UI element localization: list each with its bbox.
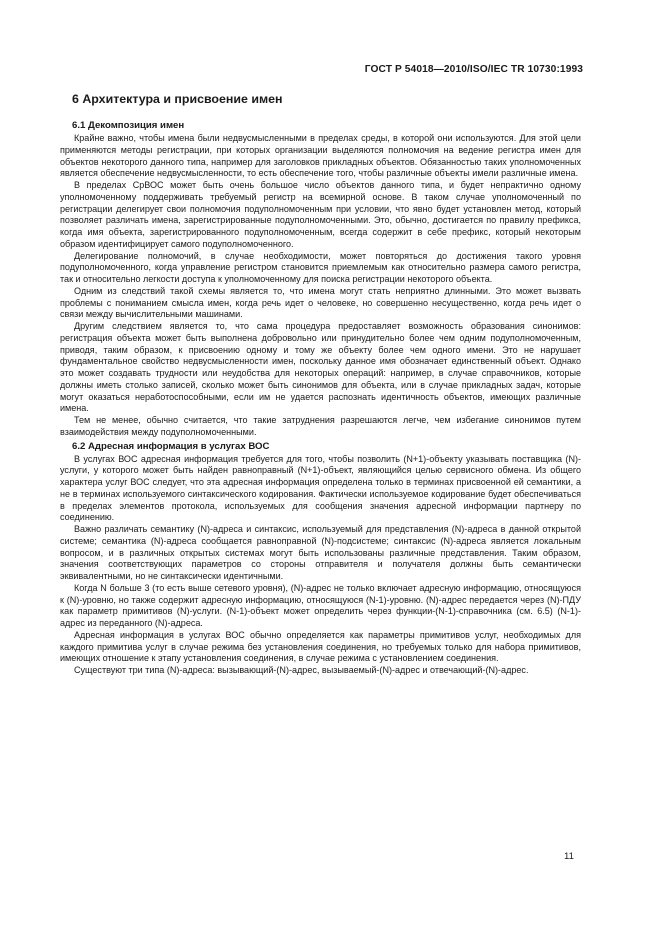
paragraph: Одним из следствий такой схемы является то, что имена могут стать неприятно длинными. Это может вызвать проблемы с пониманием смысла имен, когда речь идет о человеке, но совершенно несущественно, когда речь идет о связи между вычислительными машинами. [60,285,581,320]
paragraph: Крайне важно, чтобы имена были недвусмысленными в пределах среды, в которой они используются. Для этой цели применяются методы регистрации, при которых организации выделяются полномочия на ведение регистра имен для объектов некоторого данного типа, например для заголовков прикладных объектов. Обязанностью таких уполномоченных является обеспечение недвусмысленности, то есть обеспечение того, чтобы различные объекты имели различные имена. [60,133,581,179]
document-standard-header: ГОСТ Р 54018—2010/ISO/IEC TR 10730:1993 [364,64,583,75]
paragraph: Адресная информация в услугах ВОС обычно определяется как параметры примитивов услуг, необходимых для каждого примитива услуг в случае режима без установления соединения, но требуемых только для набора примитивов, имеющих отношение к этапу установления соединения, в случае режима с установлением соединения. [60,629,581,664]
paragraph: Тем не менее, обычно считается, что такие затруднения разрешаются легче, чем избегание синонимов путем взаимодействия между подуполномоченными. [60,415,581,437]
subsection-title: 6.1 Декомпозиция имен [72,120,185,131]
paragraph: Важно различать семантику (N)-адреса и синтаксис, используемый для представления (N)-адреса в данной открытой системе; семантика (N)-адреса сообщается равноправной (N)-подсистеме; синтаксис (N)-адреса является локальным вопросом, и в различных открытых системах могут быть использованы различные представления. Таким образом, значения соответствующих параметров со стороны отправителя и получателя должны быть семантически эквивалентными, но не синтаксически идентичными. [60,524,581,581]
paragraph: Когда N больше 3 (то есть выше сетевого уровня), (N)-адрес не только включает адресную информацию, относящуюся к (N)-уровню, но также содержит адресную информацию, относящуюся (N-1)-уровню. (N)-адрес передается через (N)-ПДУ как параметр примитивов (N)-услуги. (N-1)-объект может определить через функции-(N-1)-справочника (см. 6.5) (N-1)-адрес из переданного (N)-адреса. [60,582,581,628]
page-body [60,92,581,677]
paragraph: Делегирование полномочий, в случае необходимости, может повторяться до достижения такого уровня подуполномоченного, когда управление регистром становится приемлемым как относительно размера самого регистра, так и относительно легкости доступа к уполномоченному для поиска регистрации некоторого объекта. [60,250,581,284]
paragraph: В пределах СрВОС может быть очень большое число объектов данного типа, и будет непрактично одному уполномоченному поддерживать требуемый регистр на всемирной основе. В таком случае уполномоченный по регистрации делегирует свои полномочия подуполномоченным при условии, что явно будет установлен метод, который позволяет различать имена, зарегистрированные подуполномоченными. Это, обычно, достигается по правилу префикса, когда имя объекта, зарегистрированного подуполномоченным, всегда содержит в себе префикс, который некоторым образом идентифицирует самого подуполномоченного. [60,180,581,249]
page-number: 11 [564,851,574,862]
section-title: 6 Архитектура и присвоение имен [72,92,283,106]
paragraph: Существуют три типа (N)-адреса: вызывающий-(N)-адрес, вызываемый-(N)-адрес и отвечающий-(N)-адрес. [74,665,529,675]
paragraph: Другим следствием является то, что сама процедура предоставляет возможность образования синонимов: регистрация объекта может быть выполнена добровольно или принудительно более чем одним подуполномоченным, приводя, таким образом, к присвоению одному и тому же объекту более чем одного имени. Это не нарушает фундаментальное свойство недвусмысленности имен, поскольку данное имя обозначает единственный объект. Однако это может создавать трудности или неудобства для некоторых операций: например, в случае справочников, которые должны иметь столько записей, сколько может быть синонимов для объекта, или в случае прикладных задач, которые могут оказаться неработоспособными, если им не удается распознать идентичность объектов, имеющих различные имена. [60,321,581,414]
subsection-title: 6.2 Адресная информация в услугах ВОС [72,440,270,452]
paragraph: В услугах ВОС адресная информация требуется для того, чтобы позволить (N+1)-объекту указывать поставщика (N)-услуги, у которого может быть найден равноправный (N+1)-объект, являющийся целью сервисного обмена. Из общего характера услуг ВОС следует, что эта адресная информация определена только в терминах присвоенной ей семантики, а не в терминах используемого синтаксического кодирования. Фактически используемое кодирование будет обеспечиваться в пределах элементов протокола, используемых для сообщения значения адресной информации партнеру по соединению. [60,453,581,523]
